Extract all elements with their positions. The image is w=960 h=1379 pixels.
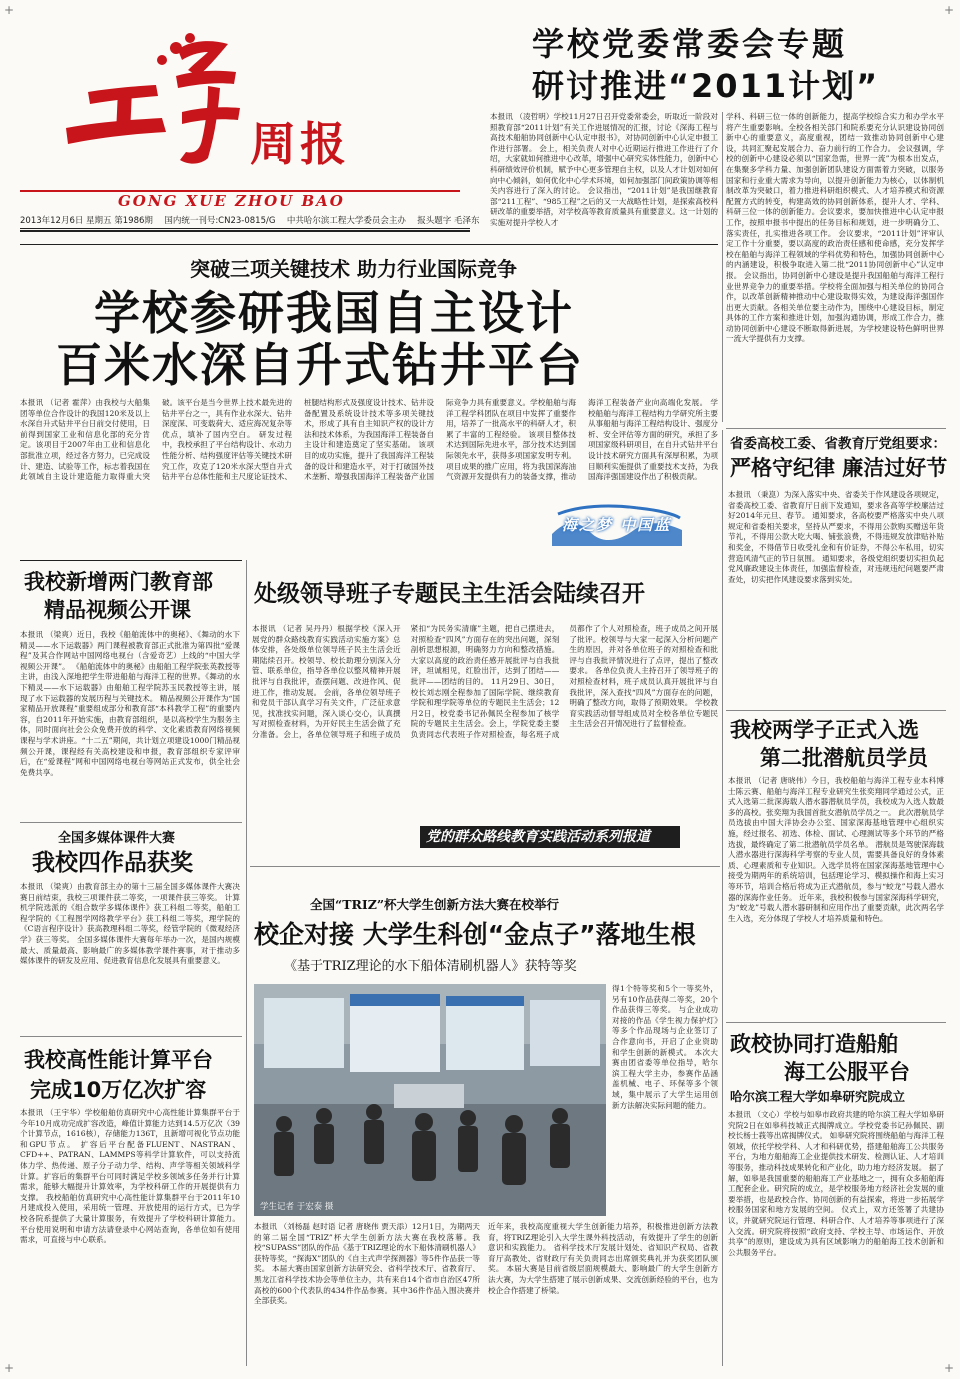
date-issue: 2013年12月6日 星期五 第1986期: [20, 216, 153, 226]
f-body: 本报讯 （文心）学校与如皋市政府共建的哈尔滨工程大学如皋研究院2日在如皋科技城正式揭牌成立。学校党委书记孙佩民、副校长杨士莪等出席揭牌仪式。 如皋研究院将围绕船舶与海洋工程领域，依托学校学科、人才和科研优势，搭建船舶海工公共服务平台，为地方船舶海工企业提供技术研发、检测认证、人才培训等服务，推动科技成果转化和产业化，助力地方经济发展。 据了解，如皋是我国重要的船舶海工产业基地之一，拥有众多船舶海工配套企业。研究院的成立，是学校服务地方经济社会发展的重要举措，也是政校合作、协同创新的有益探索，将进一步拓展学校服务国家和地方发展的空间。 仪式上，双方还签署了共建协议，并就研究院运行管理、科研合作、人才培养等事项进行了深入交流。研究院将按照“政府支持、学校主导、市场运作、开放共享”的原则，建设成为具有区域影响力的船舶海工技术创新和公共服务平台。: [728, 1110, 944, 1257]
e-body: 本报讯 （记者 唐晓伟）今日，我校船舶与海洋工程专业本科博士陈云赛、船舶与海洋工程专业研究生张奕翔同学通过公式，正式入选第二批深海载人潜水器潜航员学员，我校成为入选人数最多的高校。张奕翔为我国首批女潜航员学员之一。 此次潜航员学员选拔由中国大洋协会办公室、国家深海基地管理中心组织实施，经过报名、初选、体检、面试、心理测试等多个环节的严格选拔，最终确定了第二批潜航员学员名单。 潜航员是驾驶深海载人潜水器进行深海科学考察的专业人员，需要具备良好的身体素质、心理素质和专业知识。入选学员将在国家深海基地管理中心接受为期两年的系统培训，包括理论学习、模拟操作和海上实习等环节，培训合格后将成为正式潜航员，参与“蛟龙”号载人潜水器的深海作业任务。 近年来，我校积极参与国家深海科学研究，为“蛟龙”号载人潜水器研制和应用作出了重要贡献，此次两名学生入选，充分体现了学校人才培养质量和特色。: [728, 776, 944, 923]
a2-kicker: 全国多媒体课件大赛: [58, 831, 176, 846]
a2-headline: 我校四作品获奖: [32, 850, 193, 876]
d-body: 本报讯 （秉崑）为深入落实中央、省委关于作风建设各项规定，省委高校工委、省教育厅日前下发通知，要求各高等学校廉洁过好2014年元旦、春节。 通知要求，各高校要严格落实中央八项规定和省委相关要求，坚持从严要求，不得用公款购买赠送年货节礼，不得用公款大吃大喝、铺张浪费，不得违规发放津贴补贴和奖金，不得借节日收受礼金和有价证券，不得公车私用，切实营造风清气正的节日氛围。 通知要求，各级党组织要切实担负起党风廉政建设主体责任，加强监督检查，对违规违纪问题要严肃查处，切实把作风建设要求落到实处。: [728, 490, 944, 584]
a2-body: 本报讯 （梁爽）由教育部主办的第十三届全国多媒体课件大赛决赛日前结束，我校三项课件获二等奖，一项课件获三等奖。 计算机学院选派的《组合数学多媒体课件》获工科组二等奖，船舶工程学院的《工程图学网络教学平台》获工科组二等奖，理学院的《C语言程序设计》获高教理科组二等奖，经管学院的《微观经济学》获三等奖。 全国多媒体课件大赛每年举办一次，是国内规模最大、质量最高、影响最广的多媒体教学课件赛事，对于推动多媒体课件的研发及应用、促进教育信息化发展具有重要意义。: [20, 882, 240, 966]
e-headline-1: 我校两学子正式入选: [730, 718, 919, 742]
main-story-top-rule: [20, 244, 718, 245]
e-headline-2: 第二批潜航员学员: [760, 746, 928, 770]
divider: [722, 112, 723, 422]
c-body-2: 近年来，我校高度重视大学生创新能力培养，积极推进创新方法教育，将TRIZ理论引入大学生课外科技活动，有效提升了学生的创新意识和实践能力。 省科学技术厅发展计划处、省知识产权局、省教育厅高教处、省财政厅有关负责同志出席颁奖典礼并为获奖团队颁奖。 本届大赛是目前省级层面规模最大、影响最广的大学生创新方法大赛，为大学生搭建了展示创新成果、交流创新经验的平台，也为校企合作搭建了桥梁。: [488, 1222, 718, 1295]
c-body-1: 本报讯 （刘杨磊 赵时语 记者 唐晓伟 贾天添）12月1日，为期两天的第二届全国“TRIZ”杯大学生创新方法大赛在我校落幕。我校“SUPASS”团队的作品《基于TRIZ理论的水下船体清刷机器人》获特等奖，“探海X”团队的《自主式声学探测器》等5件作品获一等奖。 本届大赛由国家创新方法研究会、省科学技术厅、省教育厅、黑龙江省科学技术协会等单位主办，共有来自14个省市自治区47所高校的600个代表队的434件作品参赛。其中36件作品入围决赛并全部获奖。: [254, 1222, 480, 1306]
divider: [726, 710, 946, 711]
cn-number: 国内统一刊号:CN23-0815/G: [164, 216, 276, 226]
divider: [20, 822, 242, 823]
a1-headline-2: 精品视频公开课: [44, 598, 191, 622]
b-banner: [420, 826, 680, 848]
registration-mark: +: [944, 3, 955, 17]
masthead: [0, 0, 490, 270]
masthead-title: 周报: [250, 117, 350, 171]
b-body: 本报讯 （记者 吴丹丹）根据学校《深入开展党的群众路线教育实践活动实施方案》总体安排，各处级单位领导班子民主生活会近期陆续召开。校领导、校长助理分别深入分管、联系单位，指导各单位以整风精神开展批评与自我批评，查摆问题、改进作风、促进工作，推动发展。 会前，各单位领导班子和党员干部认真学习有关文件，广泛征求意见，找准找实问题，深入谈心交心，认真撰写对照检查材料，为开好民主生活会做了充分准备。会上，各单位领导班子和班子成员紧扣“为民务实清廉”主题，把自己摆进去，对照检查“四风”方面存在的突出问题，深刻剖析思想根源，明确努力方向和整改措施。大家以高度的政治责任感开展批评与自我批评，坦诚相见，红脸出汗，达到了团结——批评——团结的目的。 11月29日、30日，校长刘志刚全程参加了国际学院、继续教育学院和理学院等单位的专题民主生活会；12月2日，校党委书记孙佩民全程参加了核学院的专题民主生活会。会上，学院党委主要负责同志代表班子作对照检查，每名班子成员都作了个人对照检查，班子成员之间开展了批评。校领导与大家一起深入分析问题产生的原因，并对各单位班子的对照检查和批评与自我批评情况进行了点评，提出了整改要求。 各单位负责人主持召开了领导班子的对照检查材料，班子成员认真开展批评与自我批评，深入查找“四风”方面存在的问题，明确了整改方向，取得了预期效果。 学校教育实践活动督导组成员对全校各单位专题民主生活会召开情况进行了监督检查。: [252, 624, 718, 739]
divider: [722, 430, 723, 1366]
exhibition-photo: [254, 984, 606, 1216]
c-headline: 校企对接 大学生科创“金点子”落地生根: [254, 920, 696, 949]
d-headline: 严格守纪律 廉洁过好节: [730, 456, 948, 480]
registration-mark: +: [944, 1361, 955, 1375]
seal-text: 海之梦 中国蓝: [562, 516, 672, 534]
c-side-body: 得1个特等奖和5个一等奖外，另有10作品获得二等奖，20个作品获得三等奖。 与企业成功对接的作品《学生视力保护灯》等多个作品现场与企业签订了合作意向书，开启了企业资助和学生创新的新模式。 本次大赛由团省委等单位指导，哈尔滨工程大学主办，参赛作品涵盖机械、电子、环保等多个领域，集中展示了大学生运用创新方法解决实际问题的能力。: [612, 984, 718, 1110]
divider: [726, 1022, 946, 1023]
divider: [250, 866, 720, 867]
a3-headline-1: 我校高性能计算平台: [24, 1048, 213, 1072]
exhibition-scene-icon: [254, 984, 606, 1216]
masthead-info-line: [20, 214, 480, 226]
c-subtitle: 《基于TRIZ理论的水下船体清刷机器人》获特等奖: [284, 959, 577, 974]
main-headline-2: 百米水深自升式钻井平台: [56, 338, 584, 392]
divider: [726, 428, 946, 429]
main-story-body: 本报讯 （记者 霍萍）由我校与大船集团等单位合作设计的我国120米及以上水深自升式钻井平台日前交付使用，日前得到国家工业和信息化部的充分肯定。该项目于2007年由工业和信息化部批准立项，经过各方努力，已完成设计、建造、试验等工作，标志着我国在此领域自主设计建造能力取得重大突破。该平台是当今世界上技术最先进的钻井平台之一，具有作业水深大、钻井深度深、可变载荷大、适应海况复杂等优点，填补了国内空白。 研发过程中，我校承担了平台结构设计、水动力性能分析、结构强度评估等关键技术研究工作，攻克了120米水深大型自升式钻井平台总体性能和主尺度论证技术、桩腿结构形式及强度设计技术、钻井设备配置及系统设计技术等多项关键技术，形成了具有自主知识产权的设计方法和技术体系，为我国海洋工程装备自主设计和建造奠定了坚实基础。 该项目的成功实施，提升了我国海洋工程装备的设计和建造水平，对于打破国外技术垄断、增强我国海洋工程装备产业国际竞争力具有重要意义。学校船舶与海洋工程学科团队在项目中发挥了重要作用，培养了一批高水平的科研人才，积累了丰富的工程经验。 该项目整体技术达到国际先进水平，部分技术达到国际领先水平，获得多项国家发明专利。项目成果的推广应用，将为我国深海油气资源开发提供有力的装备支撑，推动海洋工程装备产业向高端化发展。 学校船舶与海洋工程结构力学研究所主要从事船舶与海洋工程结构设计、强度分析、安全评估等方面的研究，承担了多项国家级科研项目，在自升式钻井平台设计技术研究方面具有深厚积累，为项目顺利实施提供了重要技术支持，为我国海洋强国建设作出了积极贡献。: [20, 398, 718, 482]
masthead-pinyin: GONG XUE ZHOU BAO: [112, 192, 351, 210]
registration-mark: +: [4, 3, 15, 17]
main-kicker: 突破三项关键技术 助力行业国际竞争: [190, 257, 517, 281]
main-headline-1: 学校参研我国自主设计: [94, 286, 574, 340]
photo-caption: 学生记者 于宏泰 摄: [260, 1202, 334, 1212]
ocean-seal-stamp: [548, 500, 686, 550]
calligraphy-logo: [58, 30, 248, 180]
c-kicker: 全国“TRIZ”杯大学生创新方法大赛在校举行: [310, 897, 560, 912]
top-story-headline-1: 学校党委常委会专题: [532, 25, 848, 63]
f-headline-2: 海工公服平台: [784, 1060, 910, 1084]
registration-mark: +: [4, 1361, 15, 1375]
f-headline-1: 政校协同打造船舶: [730, 1032, 898, 1056]
a3-body: 本报讯 （王宇华）学校船舶仿真研究中心高性能计算集群平台于今年10月成功完成扩容改造，峰值计算能力达到14.5万亿次（39个计算节点，1616核），存储能力136T，且新增可视化节点功能和GPU节点。 扩容后平台配备FLUENT、NASTRAN、CFD++、PATRAN、LAMMPS等科学计算软件，可以支持流体力学、热传递、原子分子动力学、结构、声学等相关领域科学计算。扩容后的集群平台可同时满足学校多领域多任务并行计算需求，能够大幅提升计算效率，为学校科研工作的开展提供有力支撑。 我校船舶仿真研究中心高性能计算集群平台于2011年10月建成投入使用，采用统一管理、开放使用的运行方式，已为学校各院系提供了大量计算服务，有效提升了学校科研计算能力。平台使用说明和申请方法请登录中心网站查询，各单位如有使用需求，可直接与中心联系。: [20, 1108, 240, 1245]
title-calligraphy-credit: 报头题字 毛泽东: [417, 216, 480, 226]
sponsor: 中共哈尔滨工程大学委员会主办: [286, 216, 406, 226]
top-story-headline-2: 研讨推进“2011计划”: [532, 67, 880, 105]
divider: [246, 560, 247, 1366]
top-story-body-1: 本报讯 （凌哲明）学校11月27日召开党委常委会，听取近一阶段对照教育部“2011计划”有关工作进展情况的汇报，讨论《深海工程与高技术船舶协同创新中心认定申报书》，对协同创新中心认定申报工作进行部署。 会上，相关负责人对中心近期运行推进工作进行了介绍，大家就如何推进中心改革，增强中心研究实体性能力，创新中心科研绩效评价机制，赋予中心更多管理自主权，以及人才计划对如何向中心倾斜，如何优化中心学术环境，如何加强部门间政策协调等相关内容进行了深入的讨论。 会议指出，“2011计划”是我国继教育部“211工程”、“985工程”之后的又一大战略性计划，是探索高校科研改革的重要举措，对学校高等教育质量具有重要意义。这一计划的实施对提升学校人才: [490, 112, 718, 227]
a1-headline-1: 我校新增两门教育部: [24, 570, 213, 594]
left-col-rule: [20, 560, 242, 561]
b-banner-text: 党的群众路线教育实践活动系列报道: [426, 829, 650, 845]
a1-body: 本报讯 （梁爽）近日，我校《船舶流体中的奥秘》、《舞动的水下精灵——水下运载器》两门课程被教育部正式批准为第四批“爱课程”及其合作网站中国网络电视台（含爱奇艺）上线的“中国大学视频公开课”。 《船舶流体中的奥秘》由船舶工程学院张英教授等主讲，由浅入深地把学生带进船舶与海洋工程的世界。《舞动的水下精灵——水下运载器》由船舶工程学院苏玉民教授等主讲，展现了水下运载器的发展历程与关键技术。 精品视频公开课作为“国家精品开放课程”重要组成部分和教育部“本科教学工程”的重要内容，自2011年开始实施，由教育部组织，是以高校学生为服务主体，同时面向社会公众免费开放的科学、文化素质教育网络视频课程与学术讲座。“十二五”期间，共计划立项建设1000门精品视频公开课，课程经有关高校建设和申报，教育部组织专家评审后，在“爱课程”网和中国网络电视台等网站正式发布，供全社会免费共享。: [20, 630, 240, 777]
masthead-underline-thick: [20, 230, 470, 232]
f-subhead: 哈尔滨工程大学如皋研究院成立: [730, 1089, 906, 1104]
top-story-body-2: 学科、科研三位一体的创新能力，提高学校综合实力和办学水平将产生重要影响。全校各相关部门和院系要充分认识建设协同创新中心的重要意义，高度重视，团结一致推动协同创新中心建设，共同汇聚起发展合力、奋力前行的工作合力。 会议强调，学校的创新中心建设必须以“国家急需，世界一流”为根本出发点，在集聚多学科力量、加强创新团队建设方面需着力突破，以服务国家和行业重大需求为导向，以提升创新能力为核心，以体制机制改革为突破口，着力推进科研组织模式、人才培养模式和资源配置方式的转变，构建高效的协同创新体系，提升人才、学科、科研三位一体的创新能力。会议要求，要加快推进中心认定申报工作，按照申报书中提出的任务目标和规划，进一步明确分工、落实责任，扎实推进各项工作。 会议要求，“2011计划”评审认定工作十分重要，要以高度的政治责任感和使命感，充分发挥学校在船舶与海洋工程领域的学科优势和特色，加强协同创新中心的内涵建设，积极争取进入第二批“2011协同创新中心”认定申报。 会议指出，协同创新中心建设是提升我国船舶与海洋工程行业世界竞争力的重要举措。学校将全面加强与相关单位的协同合作，以改革创新精神推动中心建设取得实效，为建设海洋强国作出更大贡献。各相关单位要主动作为，围绕中心建设目标，制定具体的工作方案和推进计划，加强沟通协调，形成工作合力，推动协同创新中心建设不断取得新进展，为学校建设特色鲜明世界一流大学提供有力支撑。: [726, 112, 944, 344]
a3-headline-2: 完成10万亿次扩容: [30, 1078, 207, 1102]
masthead-underline: [20, 228, 470, 229]
divider: [20, 1036, 242, 1037]
b-headline: 处级领导班子专题民主生活会陆续召开: [254, 581, 645, 607]
d-kicker: 省委高校工委、省教育厅党组要求：: [730, 436, 946, 452]
